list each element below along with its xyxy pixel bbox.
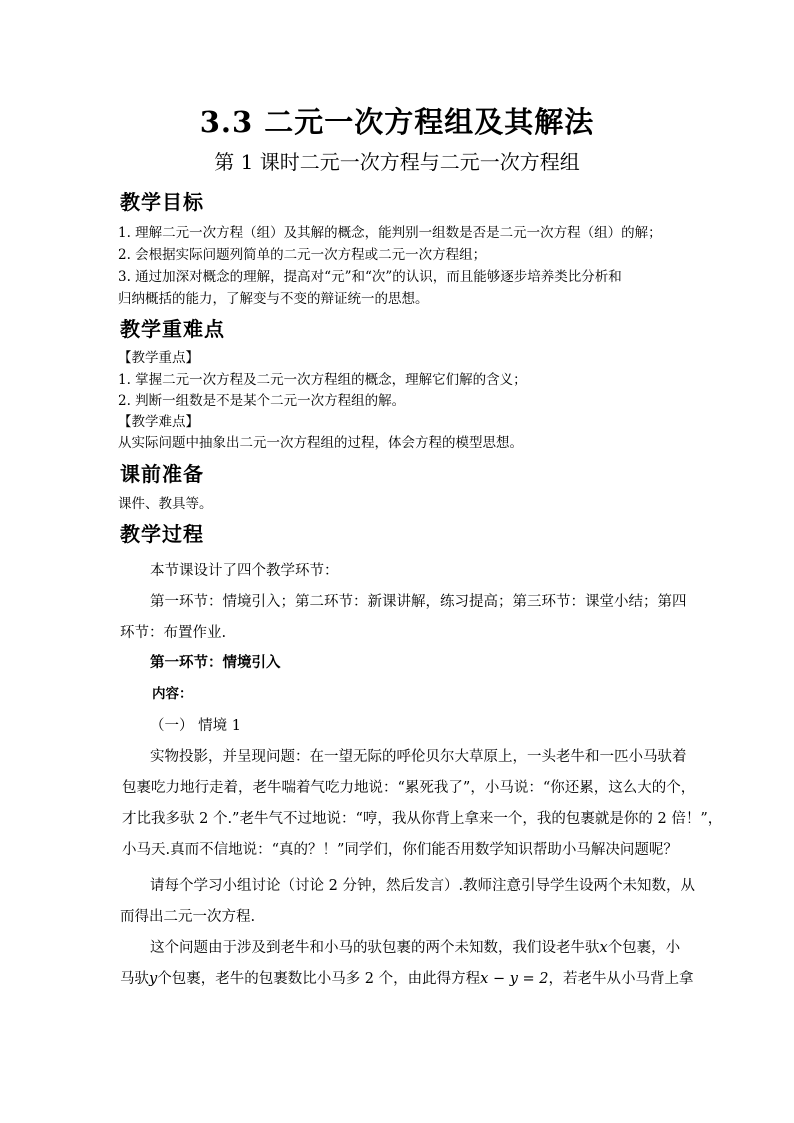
goal-item: 3. 通过加深对概念的理解，提高对“元”和“次”的认识，而且能够逐步培养类比分析和 (118, 269, 622, 285)
paragraph-line (150, 936, 680, 957)
variable-x: x (599, 940, 608, 956)
difficulty-text: 从实际问题中抽象出二元一次方程组的过程，体会方程的模型思想。 (118, 435, 523, 451)
goal-item: 1. 理解二元一次方程（组）及其解的概念，能判别一组数是否是二元一次方程（组）的解； (118, 225, 662, 241)
goal-item: 归纳概括的能力，了解变与不变的辩证统一的思想。 (118, 291, 429, 307)
section-heading-keypoints: 教学重难点 (120, 317, 225, 341)
paragraph-line: 小马天.真而不信地说：“真的？！”同学们，你们能否用数学知识帮助小马解决问题呢？ (122, 842, 678, 858)
paragraph-line: 实物投影，并呈现问题：在一望无际的呼伦贝尔大草原上，一头老牛和一匹小马驮着 (150, 749, 687, 765)
paragraph-text: 马驮 (120, 971, 149, 987)
difficulty-label: 【教学难点】 (118, 414, 199, 430)
paragraph-line (120, 967, 694, 988)
paragraph-line: 请每个学习小组讨论（讨论 2 分钟，然后发言）.教师注意引导学生设两个未知数，从 (150, 878, 696, 894)
process-stages-line: 第一环节：情境引入；第二环节：新课讲解，练习提高；第三环节：课堂小结；第四 (150, 594, 687, 610)
section-heading-prep: 课前准备 (120, 462, 204, 486)
paragraph-text: 个包裹，小 (607, 940, 681, 956)
paragraph-line: 而得出二元一次方程. (120, 909, 256, 925)
prep-text: 课件、教具等。 (118, 496, 213, 512)
focus-item: 2. 判断一组数是不是某个二元一次方程组的解。 (118, 393, 406, 409)
content-label: 内容： (152, 686, 193, 702)
process-stages-line: 环节：布置作业. (120, 625, 227, 641)
goal-item: 2. 会根据实际问题列简单的二元一次方程或二元一次方程组； (118, 247, 487, 263)
focus-item: 1. 掌握二元一次方程及二元一次方程组的概念，理解它们解的含义； (118, 372, 527, 388)
page-title: 3.3 二元一次方程组及其解法 (199, 105, 595, 139)
paragraph-text: ，若老牛从小马背上拿 (548, 971, 694, 987)
page-subtitle: 第 1 课时二元一次方程与二元一次方程组 (214, 150, 580, 174)
section-heading-goals: 教学目标 (120, 190, 204, 214)
equation: x − y = 2 (480, 971, 549, 987)
paragraph-line: 包裹吃力地行走着，老牛喘着气吃力地说：“累死我了”，小马说：“你还累，这么大的个， (122, 780, 696, 796)
section-heading-process: 教学过程 (120, 522, 204, 546)
process-intro: 本节课设计了四个教学环节： (150, 563, 339, 579)
focus-label: 【教学重点】 (118, 350, 199, 366)
stage1-title: 第一环节：情境引入 (150, 654, 281, 671)
paragraph-line: 才比我多驮 2 个.”老牛气不过地说：“哼，我从你背上拿来一个，我的包裹就是你的 2 倍！”， (122, 811, 723, 827)
scene-label: （一） 情境 1 (150, 718, 241, 734)
paragraph-text: 这个问题由于涉及到老牛和小马的驮包裹的两个未知数，我们设老牛驮 (150, 940, 600, 956)
paragraph-text: 个包裹，老牛的包裹数比小马多 2 个，由此得方程 (157, 971, 481, 987)
variable-y: y (149, 971, 158, 987)
